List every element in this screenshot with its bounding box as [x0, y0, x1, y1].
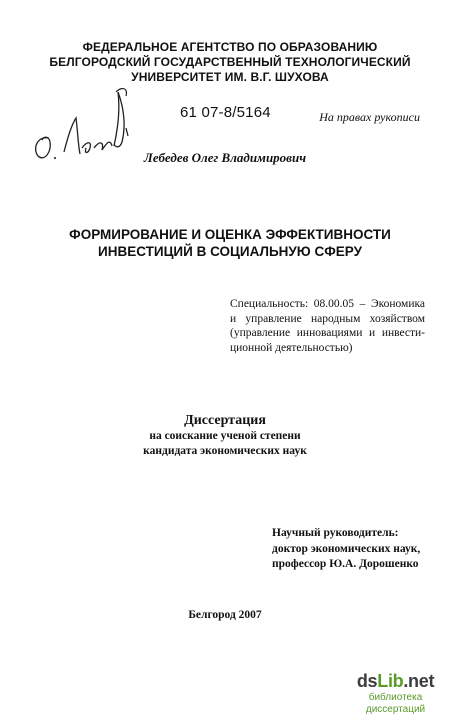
dissertation-title: [60, 226, 400, 260]
registry-number: 61 07-8/5164: [180, 104, 271, 121]
author-name: Лебедев Олег Владимирович: [143, 150, 307, 165]
logo-net: .net: [403, 671, 435, 691]
title-line-1: ФОРМИРОВАНИЕ И ОЦЕНКА ЭФФЕКТИВНОСТИ: [69, 227, 391, 242]
supervisor-label: Научный руководитель:: [272, 527, 399, 539]
dissertation-block: [0, 412, 450, 459]
logo-ds: ds: [356, 671, 378, 691]
manuscript-note: На правах рукописи: [319, 110, 420, 124]
specialty-block: [230, 297, 425, 355]
dissertation-heading: Диссертация: [184, 413, 266, 428]
supervisor-degree: доктор экономических наук,: [272, 542, 421, 555]
supervisor-block: [272, 526, 420, 573]
city-year: Белгород 2007: [188, 609, 262, 621]
supervisor-name: профессор Ю.А. Дорошенко: [272, 558, 419, 570]
specialty-line-2: и управление народным хозяйством: [230, 312, 425, 325]
specialty-line-4: ционной деятельностью): [230, 341, 353, 354]
watermark-subtitle: библиотека диссертаций: [365, 692, 426, 715]
handwritten-signature: [18, 78, 148, 188]
header-line-university-name: УНИВЕРСИТЕТ ИМ. В.Г. ШУХОВА: [131, 70, 329, 84]
specialty-line-3: (управление инновациями и инвести-: [230, 327, 425, 339]
degree-line-1: на соискание ученой степени: [149, 430, 301, 442]
title-line-2: ИНВЕСТИЦИЙ В СОЦИАЛЬНУЮ СФЕРУ: [98, 244, 362, 259]
degree-line-2: кандидата экономических наук: [143, 445, 307, 457]
header-line-agency: ФЕДЕРАЛЬНОЕ АГЕНТСТВО ПО ОБРАЗОВАНИЮ: [82, 40, 378, 54]
dslib-logo: [343, 670, 448, 692]
specialty-line-1: Специальность: 08.00.05 – Экономика: [230, 298, 425, 310]
header-line-university: БЕЛГОРОДСКИЙ ГОСУДАРСТВЕННЫЙ ТЕХНОЛОГИЧЕСКИЙ: [49, 55, 411, 69]
dslib-watermark: [343, 670, 448, 716]
logo-lib: Lib: [377, 671, 404, 691]
